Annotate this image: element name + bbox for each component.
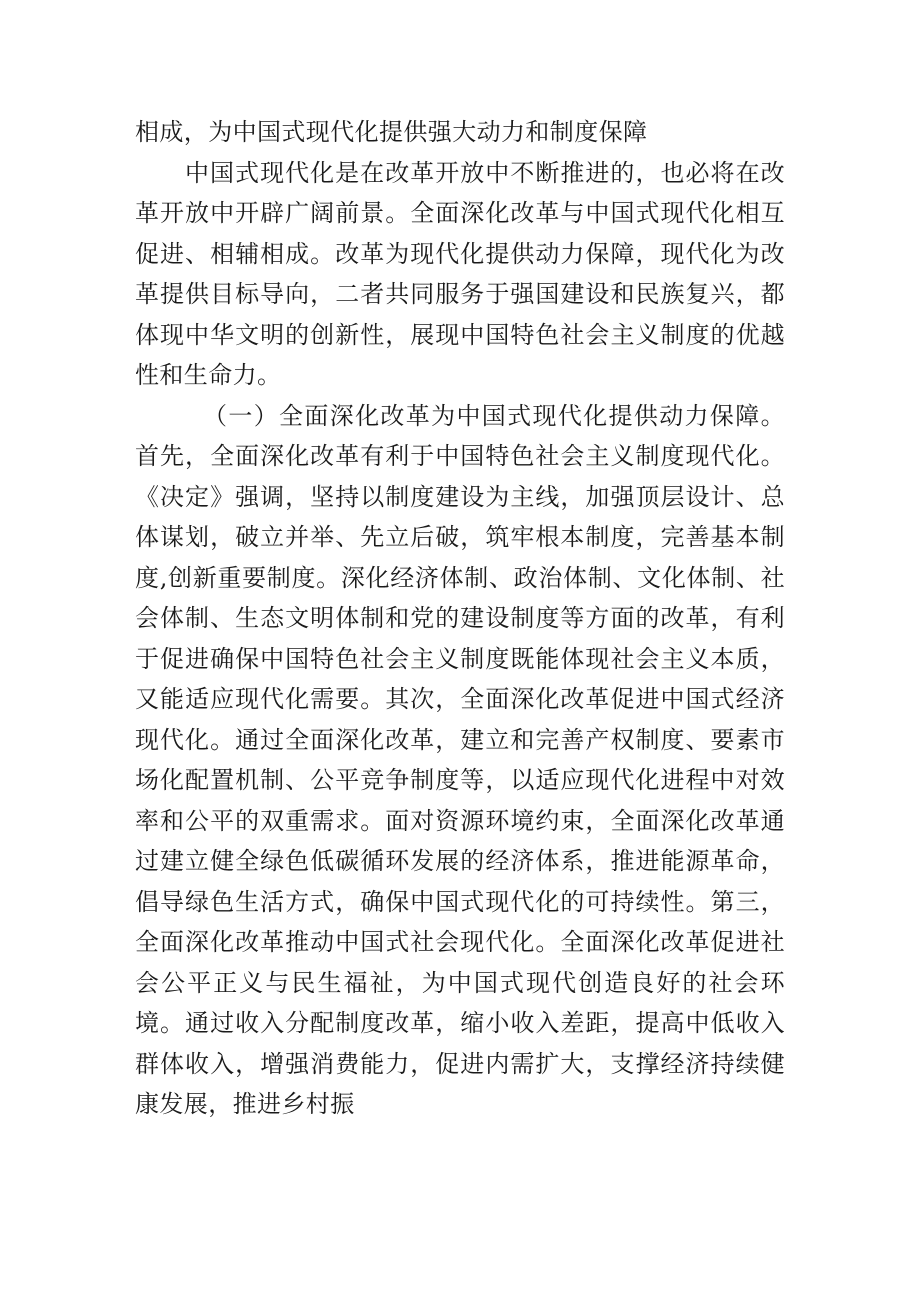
document-body <box>135 112 785 1125</box>
paragraph-intro: 中国式现代化是在改革开放中不断推进的，也必将在改革开放中开辟广阔前景。全面深化改革与中国式现代化相互促进、相辅相成。改革为现代化提供动力保障，现代化为改革提供目标导向，二者共同服务于强国建设和民族复兴，都体现中华文明的创新性，展现中国特色社会主义制度的优越性和生命力。 <box>135 158 785 389</box>
paragraph-continuation: 相成，为中国式现代化提供强大动力和制度保障 <box>135 118 648 146</box>
paragraph-section-one: （一）全面深化改革为中国式现代化提供动力保障。首先，全面深化改革有利于中国特色社会主义制度现代化。《决定》强调，坚持以制度建设为主线，加强顶层设计、总体谋划，破立并举、先立后破，筑牢根本制度，完善基本制度,创新重要制度。深化经济体制、政治体制、文化体制、社会体制、生态文明体制和党的建设制度等方面的改革，有利于促进确保中国特色社会主义制度既能体现社会主义本质，又能适应现代化需要。其次，全面深化改革促进中国式经济现代化。通过全面深化改革，建立和完善产权制度、要素市场化配置机制、公平竞争制度等，以适应现代化进程中对效率和公平的双重需求。面对资源环境约束，全面深化改革通过建立健全绿色低碳循环发展的经济体系，推进能源革命，倡导绿色生活方式，确保中国式现代化的可持续性。第三，全面深化改革推动中国式社会现代化。全面深化改革促进社会公平正义与民生福祉，为中国式现代创造良好的社会环境。通过收入分配制度改革，缩小收入差距，提高中低收入群体收入，增强消费能力，促进内需扩大，支撑经济持续健康发展，推进乡村振 <box>135 401 785 1118</box>
